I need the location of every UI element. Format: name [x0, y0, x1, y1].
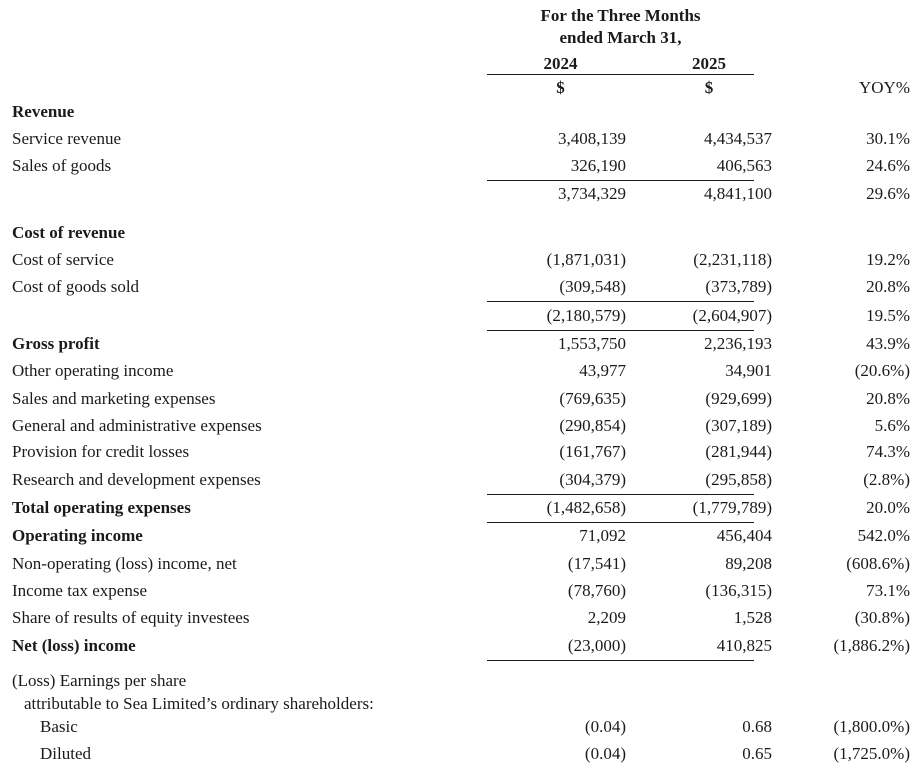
- value-2024: 2,209: [587, 608, 626, 627]
- value-2025: 34,901: [725, 361, 772, 380]
- row-label: Provision for credit losses: [12, 442, 190, 461]
- yoy-change: 74.3%: [866, 442, 910, 461]
- yoy-change: 19.2%: [866, 250, 910, 269]
- row-label: Cost of goods sold: [12, 277, 140, 296]
- value-2025: (929,699): [705, 389, 772, 408]
- value-2025: 0.68: [742, 717, 772, 736]
- row-label: Service revenue: [12, 129, 122, 148]
- subtotal-rule: [634, 522, 754, 523]
- period-header-line1: For the Three Months: [540, 6, 701, 25]
- value-2024: 326,190: [570, 156, 626, 175]
- row-label: (Loss) Earnings per share: [12, 671, 187, 690]
- row-label: Diluted: [40, 744, 91, 763]
- yoy-change: (30.8%): [854, 608, 910, 627]
- value-2025: (2,231,118): [693, 250, 772, 269]
- yoy-change: (20.6%): [854, 361, 910, 380]
- row-label: Other operating income: [12, 361, 174, 380]
- subtotal-rule: [487, 494, 634, 495]
- subtotal-rule: [634, 660, 754, 661]
- row-label: Sales of goods: [12, 156, 112, 175]
- currency-2024: $: [556, 78, 565, 97]
- value-2024: 1,553,750: [558, 334, 626, 353]
- value-2025: 0.65: [742, 744, 772, 763]
- value-2024: (304,379): [559, 470, 626, 489]
- yoy-change: (1,800.0%): [833, 717, 910, 736]
- row-label: Revenue: [12, 102, 75, 121]
- value-2024: (161,767): [559, 442, 626, 461]
- value-2024: (309,548): [559, 277, 626, 296]
- yoy-change: 20.0%: [866, 498, 910, 517]
- yoy-change: 19.5%: [866, 306, 910, 325]
- row-label: Cost of service: [12, 250, 114, 269]
- row-label: Net (loss) income: [12, 636, 136, 655]
- yoy-change: 20.8%: [866, 277, 910, 296]
- value-2024: 3,734,329: [558, 184, 626, 203]
- value-2025: 4,434,537: [704, 129, 772, 148]
- row-label: Non-operating (loss) income, net: [12, 554, 237, 573]
- value-2024: (17,541): [567, 554, 626, 573]
- value-2025: (1,779,789): [692, 498, 772, 517]
- yoy-change: 5.6%: [874, 416, 910, 435]
- value-2025: (373,789): [705, 277, 772, 296]
- yoy-change: 24.6%: [866, 156, 910, 175]
- value-2024: (78,760): [567, 581, 626, 600]
- value-2025: (295,858): [705, 470, 772, 489]
- row-label: attributable to Sea Limited’s ordinary shareholders:: [24, 694, 374, 713]
- subtotal-rule: [487, 180, 634, 181]
- row-label: Cost of revenue: [12, 223, 125, 242]
- yoy-change: (1,725.0%): [833, 744, 910, 763]
- yoy-change: 30.1%: [866, 129, 910, 148]
- subtotal-rule: [487, 301, 634, 302]
- value-2025: (2,604,907): [692, 306, 772, 325]
- value-2025: 1,528: [733, 608, 772, 627]
- yoy-change: (1,886.2%): [833, 636, 910, 655]
- row-label: Total operating expenses: [12, 498, 191, 517]
- subtotal-rule: [487, 330, 634, 331]
- subtotal-rule: [634, 180, 754, 181]
- row-label: Research and development expenses: [12, 470, 261, 489]
- value-2024: (0.04): [584, 717, 626, 736]
- year-2025-header: 2025: [692, 54, 726, 73]
- yoy-change: 20.8%: [866, 389, 910, 408]
- row-label: Gross profit: [12, 334, 100, 353]
- currency-2025: $: [704, 78, 714, 97]
- subtotal-rule: [634, 301, 754, 302]
- value-2025: 2,236,193: [704, 334, 772, 353]
- yoy-change: 43.9%: [866, 334, 910, 353]
- value-2025: 406,563: [716, 156, 772, 175]
- value-2024: (769,635): [559, 389, 626, 408]
- value-2024: (1,871,031): [546, 250, 626, 269]
- subtotal-rule: [634, 330, 754, 331]
- yoy-header: YOY%: [859, 78, 910, 97]
- yoy-change: 73.1%: [866, 581, 910, 600]
- header-rule: [487, 74, 754, 75]
- yoy-change: 29.6%: [866, 184, 910, 203]
- value-2024: (0.04): [584, 744, 626, 763]
- value-2024: (2,180,579): [546, 306, 626, 325]
- value-2024: 3,408,139: [558, 129, 626, 148]
- value-2024: (290,854): [559, 416, 626, 435]
- value-2025: (281,944): [705, 442, 772, 461]
- subtotal-rule: [487, 522, 634, 523]
- subtotal-rule: [634, 494, 754, 495]
- period-header-line2: ended March 31,: [559, 28, 682, 47]
- value-2025: 456,404: [716, 526, 772, 545]
- year-2024-header: 2024: [543, 54, 578, 73]
- row-label: Income tax expense: [12, 581, 147, 600]
- value-2024: (23,000): [567, 636, 626, 655]
- value-2024: 43,977: [579, 361, 626, 380]
- row-label: Sales and marketing expenses: [12, 389, 216, 408]
- row-label: Share of results of equity investees: [12, 608, 250, 627]
- value-2025: 410,825: [716, 636, 772, 655]
- value-2025: (307,189): [705, 416, 772, 435]
- yoy-change: (2.8%): [863, 470, 910, 489]
- row-label: Basic: [40, 717, 78, 736]
- value-2025: 89,208: [725, 554, 772, 573]
- value-2024: (1,482,658): [546, 498, 626, 517]
- yoy-change: (608.6%): [846, 554, 910, 573]
- row-label: General and administrative expenses: [12, 416, 262, 435]
- value-2025: 4,841,100: [704, 184, 772, 203]
- value-2024: 71,092: [579, 526, 626, 545]
- yoy-change: 542.0%: [857, 526, 910, 545]
- value-2025: (136,315): [705, 581, 772, 600]
- row-label: Operating income: [12, 526, 143, 545]
- subtotal-rule: [487, 660, 634, 661]
